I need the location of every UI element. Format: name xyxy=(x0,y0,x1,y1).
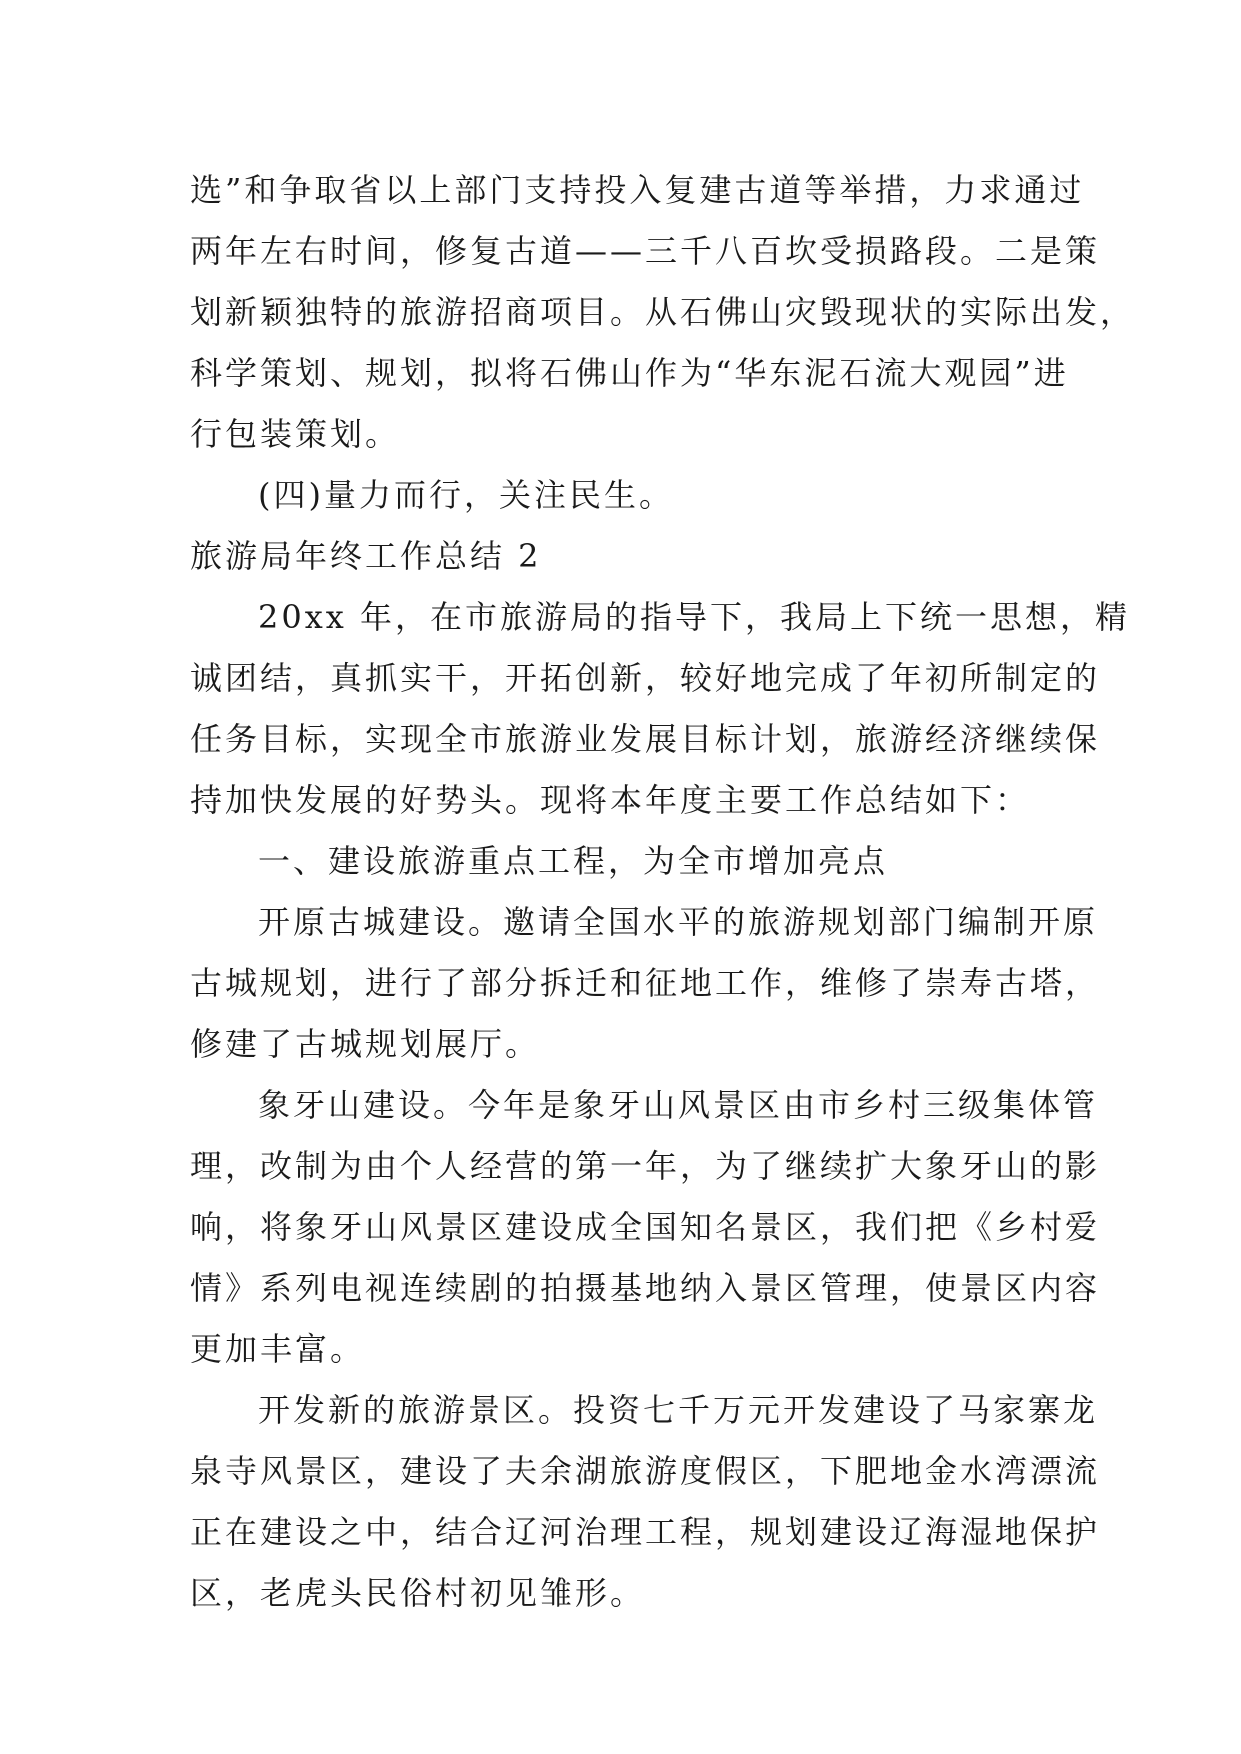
text-line: 响，将象牙山风景区建设成全国知名景区，我们把《乡村爱 xyxy=(190,1208,1101,1246)
text-line: 修建了古城规划展厅。 xyxy=(190,1025,541,1063)
document-body xyxy=(190,160,1136,1624)
text-line: 开原古城建设。邀请全国水平的旅游规划部门编制开原 xyxy=(258,903,1099,941)
text-line: 开发新的旅游景区。投资七千万元开发建设了马家寨龙 xyxy=(258,1391,1099,1429)
text-line: 古城规划，进行了部分拆迁和征地工作，维修了崇寿古塔， xyxy=(190,964,1101,1002)
text-line: 泉寺风景区，建设了夫余湖旅游度假区，下肥地金水湾漂流 xyxy=(190,1452,1101,1490)
text-line: 选”和争取省以上部门支持投入复建古道等举措，力求通过 xyxy=(190,171,1085,209)
text-line: 理，改制为由个人经营的第一年，为了继续扩大象牙山的影 xyxy=(190,1147,1101,1185)
text-line: 划新颖独特的旅游招商项目。从石佛山灾毁现状的实际出发， xyxy=(190,293,1136,331)
text-line: 区，老虎头民俗村初见雏形。 xyxy=(190,1574,646,1612)
text-line: 正在建设之中，结合辽河治理工程，规划建设辽海湿地保护 xyxy=(190,1513,1101,1551)
text-line: 行包装策划。 xyxy=(190,415,401,453)
text-line: 任务目标，实现全市旅游业发展目标计划，旅游经济继续保 xyxy=(190,720,1101,758)
text-line: 象牙山建设。今年是象牙山风景区由市乡村三级集体管 xyxy=(258,1086,1099,1124)
text-line: 持加快发展的好势头。现将本年度主要工作总结如下： xyxy=(190,781,1031,819)
text-line: 更加丰富。 xyxy=(190,1330,366,1368)
text-line: 20xx 年，在市旅游局的指导下，我局上下统一思想，精 xyxy=(258,598,1130,636)
text-line: 情》系列电视连续剧的拍摄基地纳入景区管理，使景区内容 xyxy=(190,1269,1101,1307)
text-line: 科学策划、规划，拟将石佛山作为“华东泥石流大观园”进 xyxy=(190,354,1069,392)
text-line: 诚团结，真抓实干，开拓创新，较好地完成了年初所制定的 xyxy=(190,659,1101,697)
section-heading: (四)量力而行，关注民生。 xyxy=(258,476,674,514)
section-heading: 一、建设旅游重点工程，为全市增加亮点 xyxy=(258,842,889,880)
document-title: 旅游局年终工作总结 2 xyxy=(190,537,542,575)
text-line: 两年左右时间，修复古道——三千八百坎受损路段。二是策 xyxy=(190,232,1101,270)
